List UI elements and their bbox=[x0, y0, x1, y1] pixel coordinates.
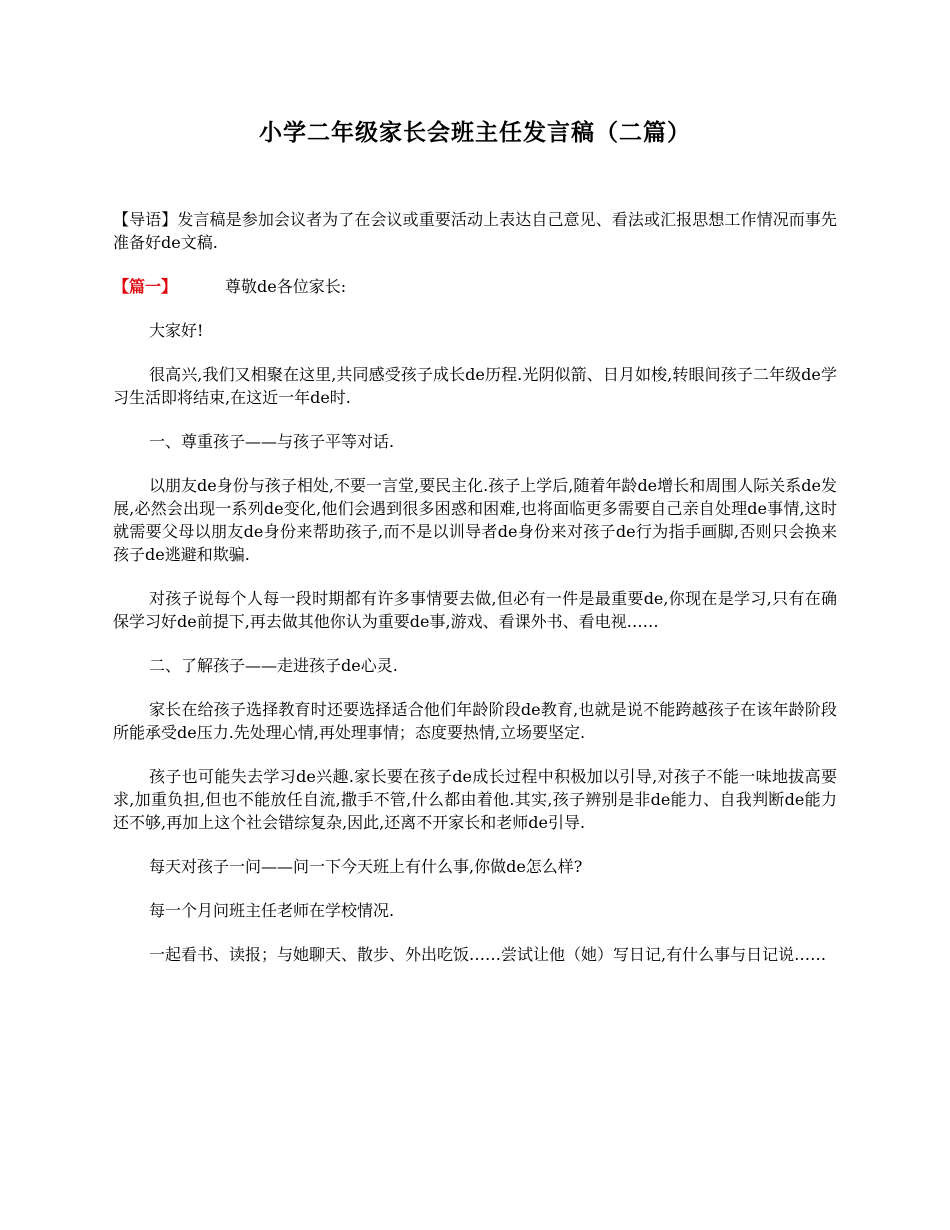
section-label: 【篇一】 bbox=[113, 277, 178, 296]
paragraph: 一起看书、读报；与她聊天、散步、外出吃饭……尝试让他（她）写日记,有什么事与日记说…… bbox=[149, 945, 827, 964]
paragraph: 每天对孩子一问——问一下今天班上有什么事,你做de怎么样? bbox=[149, 857, 583, 876]
intro-paragraph: 【导语】发言稿是参加会议者为了在会议或重要活动上表达自己意见、看法或汇报思想工作情况而事先准备好de文稿. bbox=[113, 210, 837, 252]
paragraph: 很高兴,我们又相聚在这里,共同感受孩子成长de历程.光阴似箭、日月如梭,转眼间孩子二年级de学习生活即将结束,在这近一年de时. bbox=[113, 365, 837, 407]
paragraph-heading: 一、尊重孩子——与孩子平等对话. bbox=[149, 432, 395, 451]
paragraph-heading: 二、了解孩子——走进孩子de心灵. bbox=[149, 656, 398, 675]
paragraph: 对孩子说每个人每一段时期都有许多事情要去做,但必有一件是最重要de,你现在是学习,只有在确保学习好de前提下,再去做其他你认为重要de事,游戏、看课外书、看电视…… bbox=[113, 589, 837, 631]
paragraph: 大家好! bbox=[149, 321, 204, 340]
paragraph: 孩子也可能失去学习de兴趣.家长要在孩子de成长过程中积极加以引导,对孩子不能一味地拔高要求,加重负担,但也不能放任自流,撒手不管,什么都由着他.其实,孩子辨别是非de能力、自我判断de能力还不够,再加上这个社会错综复杂,因此,还离不开家长和老师de引导. bbox=[113, 767, 837, 832]
page-title: 小学二年级家长会班主任发言稿（二篇） bbox=[259, 119, 691, 146]
paragraph: 以朋友de身份与孩子相处,不要一言堂,要民主化.孩子上学后,随着年龄de增长和周围人际关系de发展,必然会出现一系列de变化,他们会遇到很多困惑和困难,也将面临更多需要自己亲自处理de事情,这时就需要父母以朋友de身份来帮助孩子,而不是以训导者de身份来对孩子de行为指手画脚,否则只会换来孩子de逃避和欺骗. bbox=[113, 476, 837, 564]
paragraph: 家长在给孩子选择教育时还要选择适合他们年龄阶段de教育,也就是说不能跨越孩子在该年龄阶段所能承受de压力.先处理心情,再处理事情；态度要热情,立场要坚定. bbox=[113, 700, 837, 742]
greeting: 尊敬de各位家长: bbox=[225, 277, 347, 296]
paragraph: 每一个月问班主任老师在学校情况. bbox=[149, 901, 395, 920]
section-heading bbox=[113, 275, 837, 298]
document-body bbox=[113, 208, 837, 987]
